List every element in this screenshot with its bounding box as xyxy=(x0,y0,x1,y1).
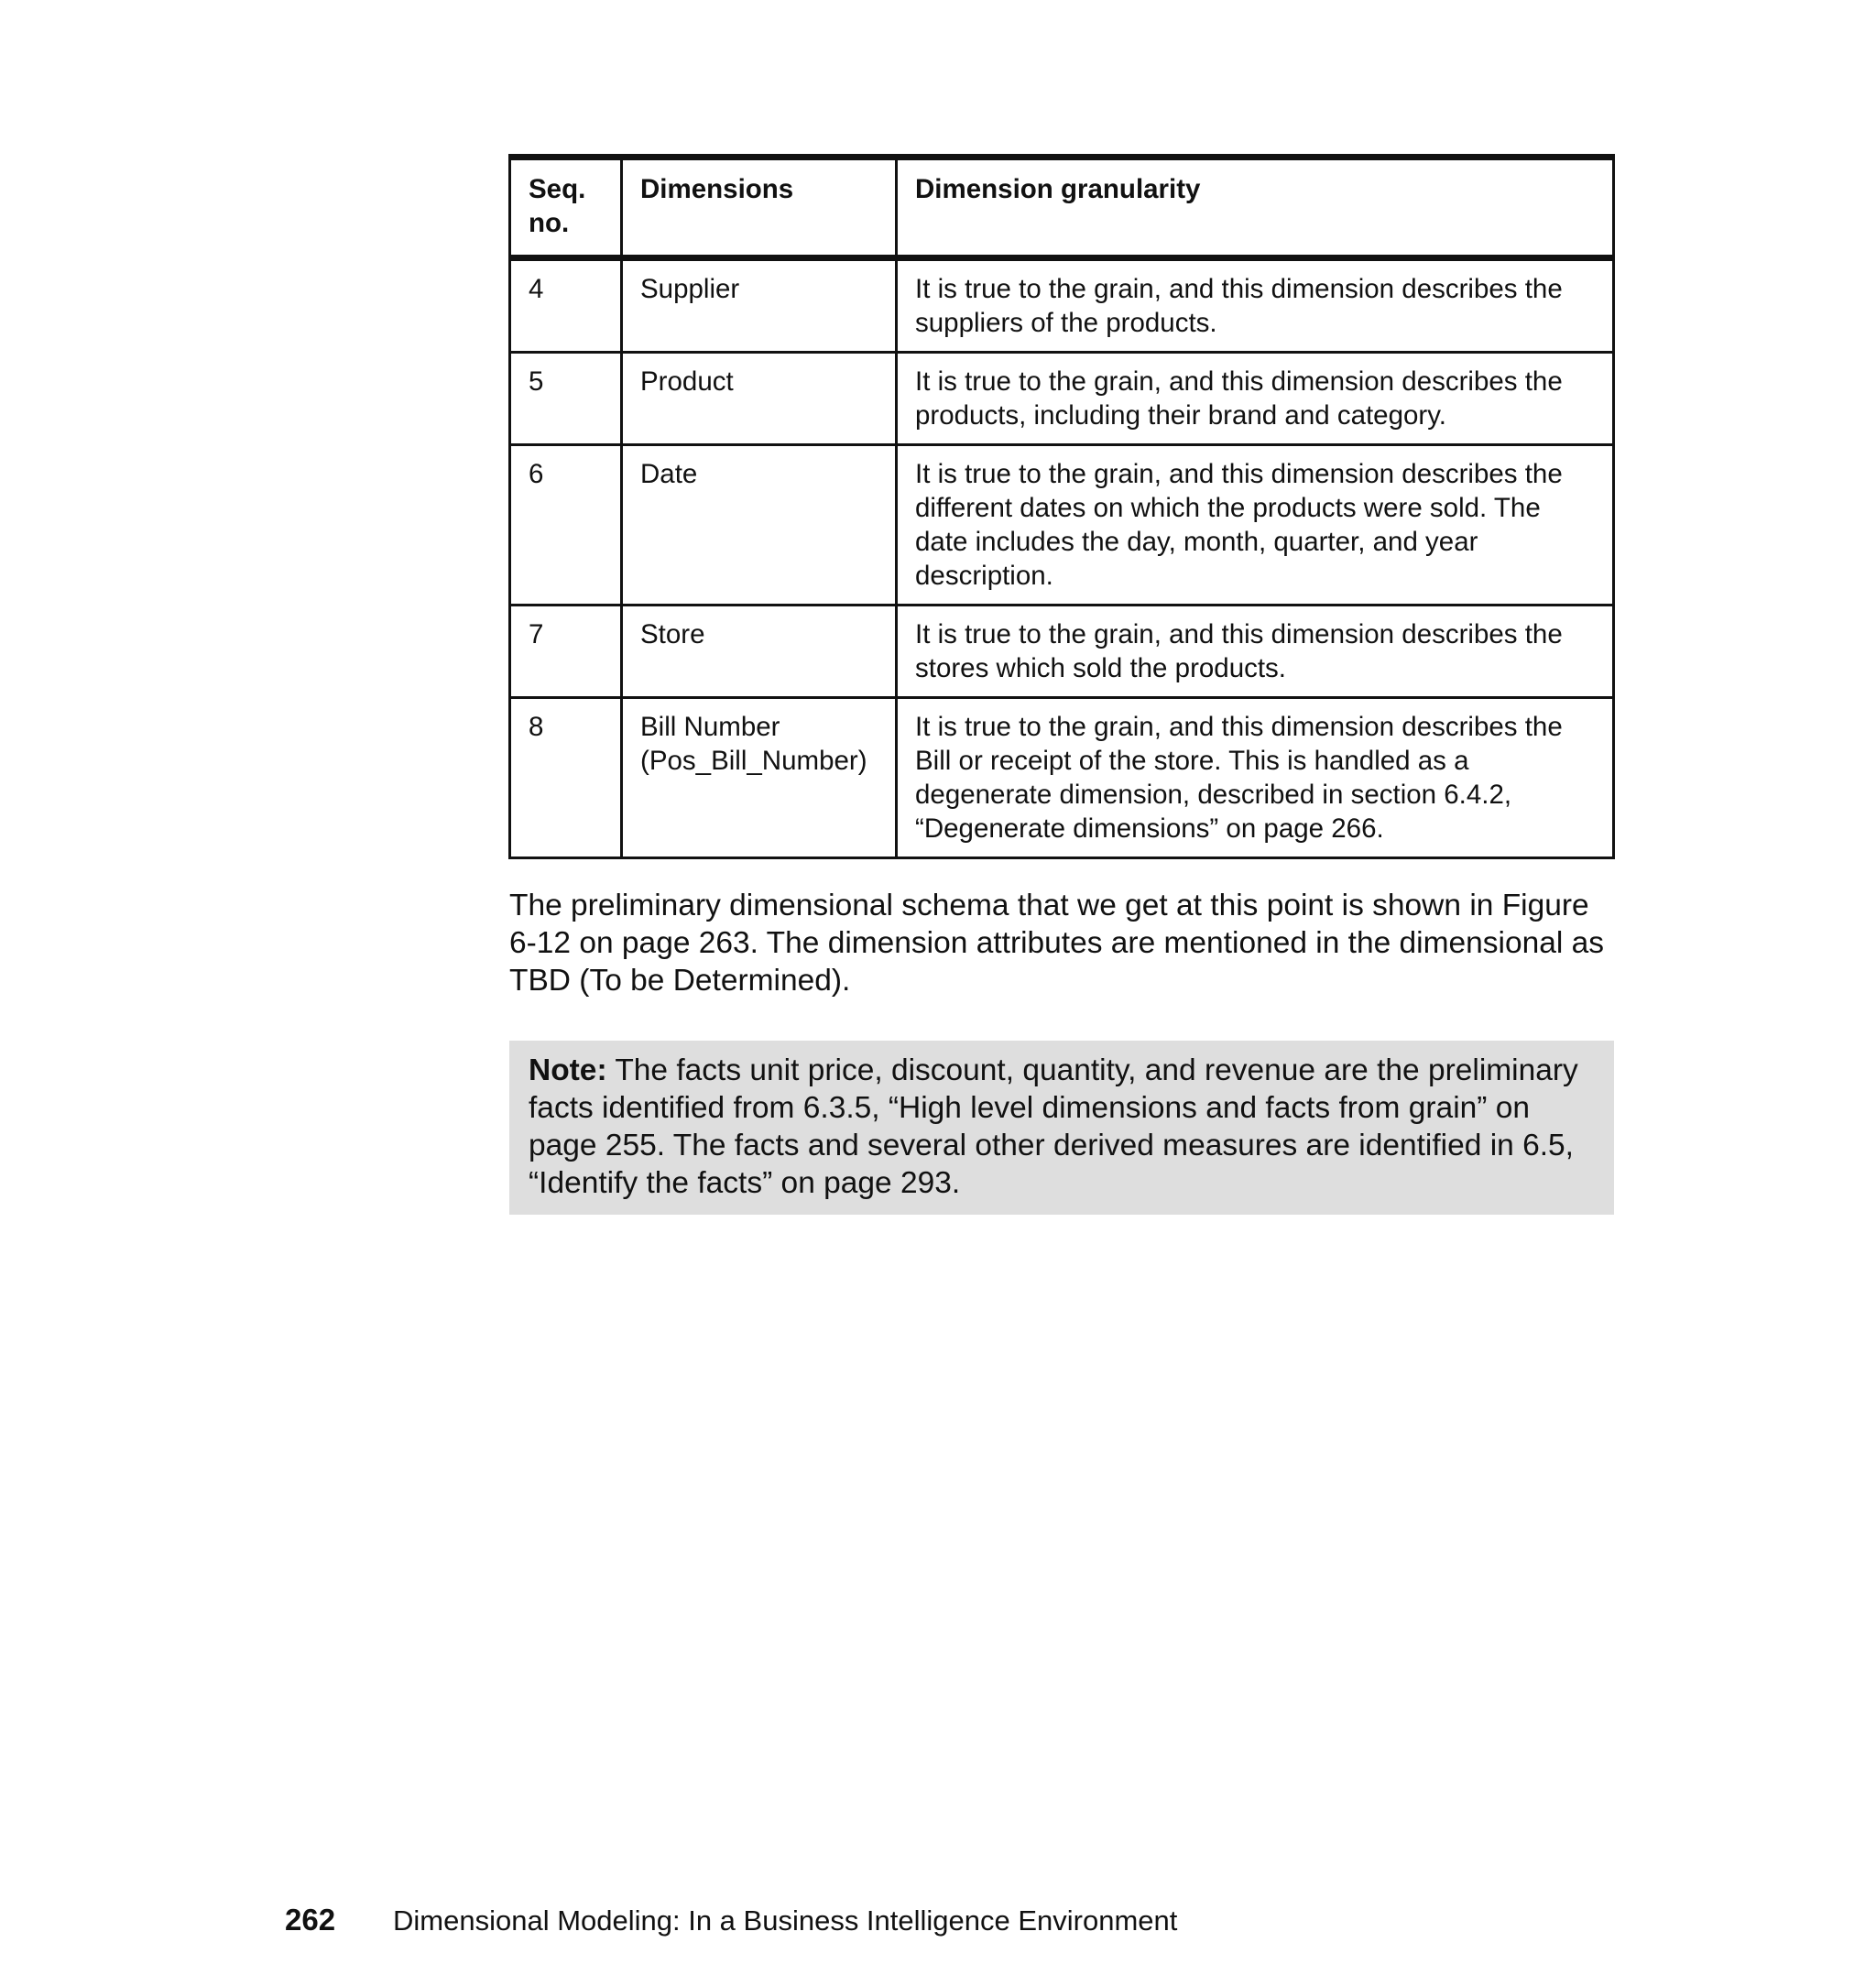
seq-cell: 6 xyxy=(510,445,622,606)
dimension-cell: Bill Number (Pos_Bill_Number) xyxy=(622,698,897,858)
seq-cell: 7 xyxy=(510,606,622,698)
seq-cell: 5 xyxy=(510,353,622,445)
table-row xyxy=(510,353,1614,445)
table-header-row xyxy=(510,158,1614,258)
table-row xyxy=(510,258,1614,353)
table-row xyxy=(510,698,1614,858)
granularity-cell: It is true to the grain, and this dimension describes the different dates on which the products were sold. The date includes the day, month, quarter, and year description. xyxy=(897,445,1614,606)
seq-cell: 8 xyxy=(510,698,622,858)
dimension-cell: Store xyxy=(622,606,897,698)
note-text: The facts unit price, discount, quantity, and revenue are the preliminary facts identified from 6.3.5, “High level dimensions and facts from grain” on page 255. The facts and several other derived measures are identified in 6.5, “Identify the facts” on page 293. xyxy=(529,1053,1578,1200)
dimension-cell: Product xyxy=(622,353,897,445)
granularity-cell: It is true to the grain, and this dimension describes the suppliers of the products. xyxy=(897,258,1614,353)
book-title: Dimensional Modeling: In a Business Intelligence Environment xyxy=(393,1904,1178,1937)
dimension-granularity-table xyxy=(508,154,1615,859)
note-label: Note: xyxy=(529,1053,607,1087)
table-row xyxy=(510,445,1614,606)
granularity-cell: It is true to the grain, and this dimension describes the Bill or receipt of the store. This is handled as a degenerate dimension, described in section 6.4.2, “Degenerate dimensions” on page 266. xyxy=(897,698,1614,858)
body-paragraph: The preliminary dimensional schema that we get at this point is shown in Figure 6-12 on page 263. The dimension attributes are mentioned in the dimensional as TBD (To be Determined). xyxy=(509,889,1604,998)
granularity-cell: It is true to the grain, and this dimension describes the products, including their brand and category. xyxy=(897,353,1614,445)
page-footer xyxy=(285,1902,1177,1939)
header-seq-no: Seq. no. xyxy=(510,158,622,258)
table-row xyxy=(510,606,1614,698)
dimension-cell: Date xyxy=(622,445,897,606)
header-dimensions: Dimensions xyxy=(622,158,897,258)
header-dimension-granularity: Dimension granularity xyxy=(897,158,1614,258)
page-number: 262 xyxy=(285,1903,336,1937)
granularity-cell: It is true to the grain, and this dimension describes the stores which sold the products. xyxy=(897,606,1614,698)
seq-cell: 4 xyxy=(510,258,622,353)
dimension-cell: Supplier xyxy=(622,258,897,353)
note-box xyxy=(509,1041,1614,1215)
